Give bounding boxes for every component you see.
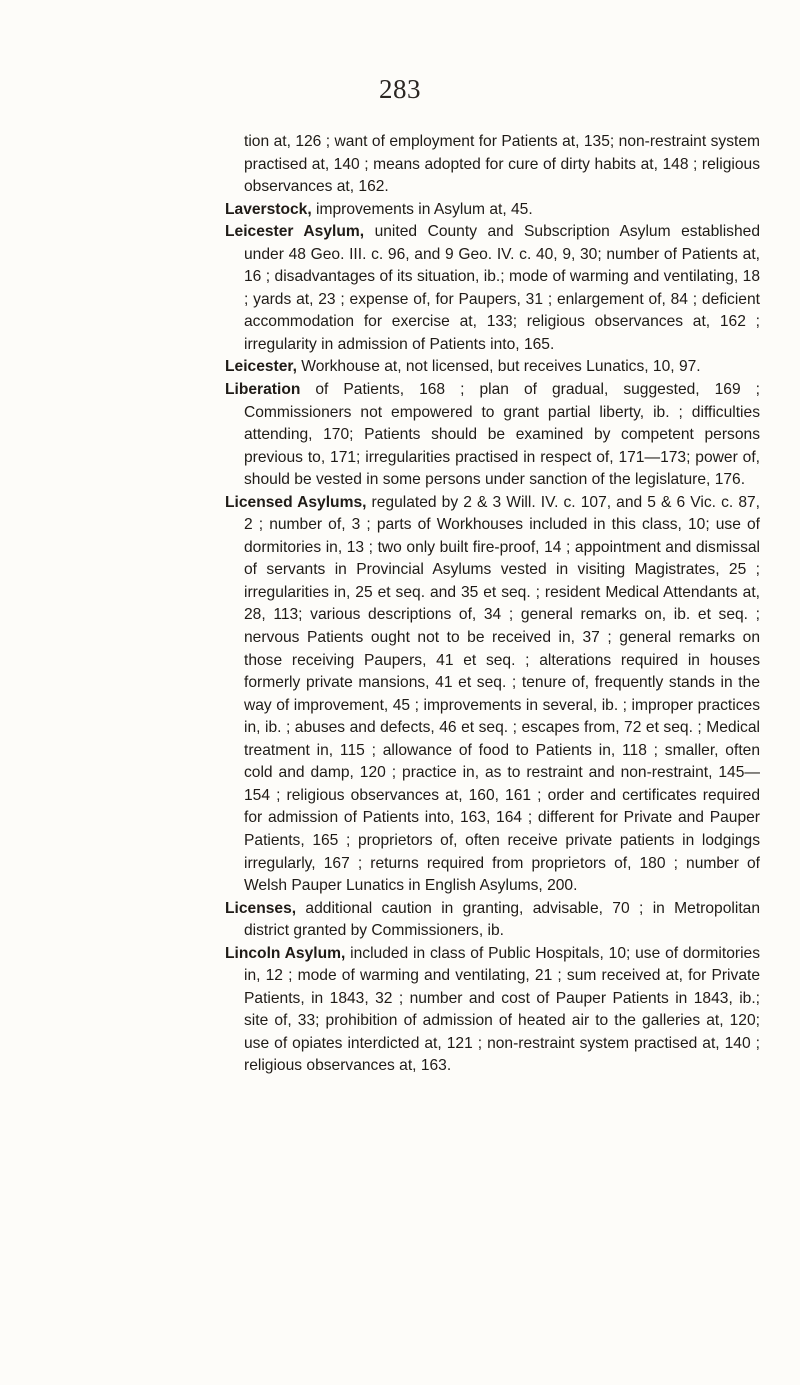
entry-text: of Patients, 168 ; plan of gradual, suggested, 169 ; Commissioners not empowered to grant partial liberty, ib. ; difficulties attending, 170; Patients should be examined by competent persons previous to, 171; irregularities practised in respect of, 171—173; power of, should be vested in some persons under sanction of the legislature, 176. [244,381,760,489]
entry-heading: Leicester Asylum, [225,223,365,241]
entry-heading: Licensed Asylums, [225,493,367,511]
entry-heading: Leicester, [225,358,297,376]
entry-text: tion at, 126 ; want of employment for Patients at, 135; non-restraint system practised at, 140 ; means adopted for cure of dirty habits at, 148 ; religious observances at, 162. [244,133,760,196]
entry-heading: Liberation [225,381,301,399]
index-entry-laverstock [225,199,760,222]
index-entry-licenses [225,898,760,943]
entry-heading: Lincoln Asylum, [225,944,346,962]
page-number: 283 [379,74,421,104]
entry-text: included in class of Public Hospitals, 10; use of dormitories in, 12 ; mode of warming and ventilating, 21 ; sum received at, for Private Patients, in 1843, 32 ; number and cost of Pauper Patients in 1843, ib.; site of, 33; prohibition of admission of heated air to the galleries at, 120; use of opiates interdicted at, 121 ; non-restraint system practised at, 140 ; religious observances at, 163. [244,944,760,1075]
entry-heading: Licenses, [225,899,297,917]
index-entry-liberation [225,379,760,492]
index-entry-lincoln-asylum [225,943,760,1078]
entry-text: Workhouse at, not licensed, but receives Lunatics, 10, 97. [296,358,701,376]
index-entries [225,131,760,1078]
index-entry-leicester-workhouse [225,356,760,379]
index-entry-continued [225,131,760,199]
index-entry-licensed-asylums [225,492,760,898]
entry-text: improvements in Asylum at, 45. [311,200,533,218]
entry-text: additional caution in granting, advisable, 70 ; in Metropolitan district granted by Commissioners, ib. [244,899,760,940]
index-entry-leicester-asylum [225,221,760,356]
entry-text: regulated by 2 & 3 Will. IV. c. 107, and 5 & 6 Vic. c. 87, 2 ; number of, 3 ; parts of Workhouses included in this class, 10; use of dormitories in, 13 ; two only built fire-proof, 14 ; appointment and dismissal of servants in Provincial Asylums vested in visiting Magistrates, 25 ; irregularities in, 25 et seq. and 35 et seq. ; resident Medical Attendants at, 28, 113; various descriptions of, 34 ; general remarks on, ib. et seq. ; nervous Patients ought not to be received in, 37 ; general remarks on those receiving Paupers, 41 et seq. ; alterations required in houses formerly private mansions, 41 et seq. ; tenure of, frequently stands in the way of improvement, 45 ; improvements in several, ib. ; improper practices in, ib. ; abuses and defects, 46 et seq. ; escapes from, 72 et seq. ; Medical treatment in, 115 ; allowance of food to Patients in, 118 ; smaller, often cold and damp, 120 ; practice in, as to restraint and non-restraint, 145—154 ; religious observances at, 160, 161 ; order and certificates required for admission of Patients into, 163, 164 ; different for Private and Pauper Patients, 165 ; proprietors of, often receive private patients in lodgings irregularly, 167 ; returns required from proprietors of, 180 ; number of Welsh Pauper Lunatics in English Asylums, 200. [244,493,760,895]
entry-text: united County and Subscription Asylum established under 48 Geo. III. c. 96, and 9 Geo. IV. c. 40, 9, 30; number of Patients at, 16 ; disadvantages of its situation, ib.; mode of warming and ventilating, 18 ; yards at, 23 ; expense of, for Paupers, 31 ; enlargement of, 84 ; deficient accommodation for exercise at, 133; religious observances at, 162 ; irregularity in admission of Patients into, 165. [244,223,760,353]
entry-heading: Laverstock, [225,200,312,218]
